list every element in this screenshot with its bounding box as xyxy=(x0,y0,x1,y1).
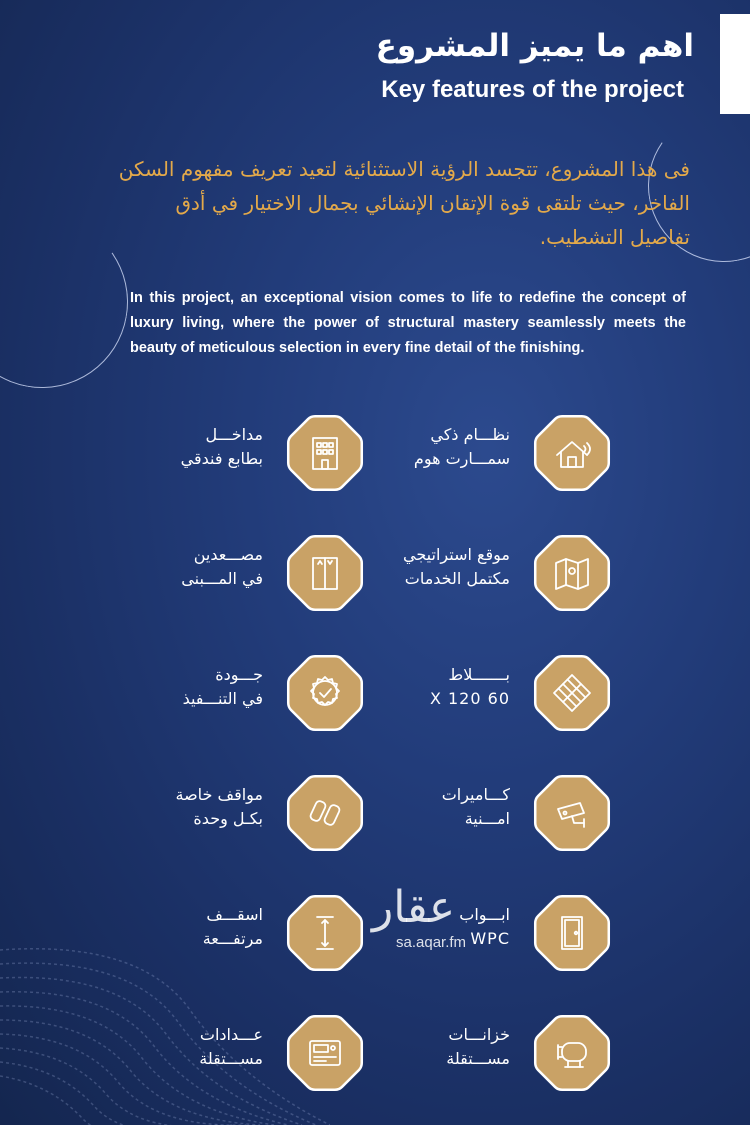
page-header xyxy=(356,14,750,114)
smart-home-icon xyxy=(532,413,612,493)
feature-label-line1: جـــودة xyxy=(215,665,263,684)
feature-label-line2: مســـتقلة xyxy=(446,1049,510,1068)
door-icon xyxy=(532,893,612,973)
page-title-arabic: اهم ما يميز المشروع xyxy=(375,28,694,64)
feature-label-line2: بكـل وحدة xyxy=(193,809,263,828)
feature-label-line1: خزانـــات xyxy=(448,1025,510,1044)
water-tank-icon xyxy=(532,1013,612,1093)
tiles-icon xyxy=(532,653,612,733)
feature-label-line2: 60 X 120 xyxy=(429,689,510,708)
feature-label-line1: كـــاميرات xyxy=(441,785,510,804)
feature-label xyxy=(113,783,263,831)
parking-cars-icon xyxy=(285,773,365,853)
feature-label-line2: امـــنية xyxy=(464,809,510,828)
watermark xyxy=(372,882,512,962)
quality-badge-icon xyxy=(285,653,365,733)
elevator-icon xyxy=(285,533,365,613)
feature-label xyxy=(360,543,510,591)
feature-item xyxy=(362,413,612,493)
feature-label-line2: بطابع فندقي xyxy=(180,449,263,468)
intro-arabic: فى هذا المشروع، تتجسد الرؤية الاستثنائية لتعيد تعريف مفهوم السكن الفاخر، حيث تلتقى قوة الإتقان الإنشائي بجمال الاختيار في أدق تفاصيل التشطيب. xyxy=(118,157,690,249)
feature-label-line1: عـــدادات xyxy=(199,1025,263,1044)
feature-label-line1: مصـــعدين xyxy=(193,545,263,564)
title-accent-bar xyxy=(720,14,750,114)
feature-item xyxy=(115,413,365,493)
feature-label-line1: نظـــام ذكي xyxy=(430,425,510,444)
feature-label-line2: مســـتقلة xyxy=(199,1049,263,1068)
feature-item xyxy=(115,533,365,613)
feature-label xyxy=(360,1023,510,1071)
feature-item xyxy=(115,773,365,853)
feature-label-line2: في المـــبنى xyxy=(181,569,263,588)
feature-item xyxy=(362,773,612,853)
watermark-logo: عقار xyxy=(372,882,456,933)
feature-item xyxy=(115,653,365,733)
feature-label-line2: مرتفـــعة xyxy=(202,929,263,948)
feature-label-line1: ابـــواب xyxy=(459,905,510,924)
page-title-english: Key features of the project xyxy=(381,76,684,103)
security-camera-icon xyxy=(532,773,612,853)
feature-label-line1: مواقف خاصة xyxy=(175,785,263,804)
feature-item xyxy=(362,653,612,733)
feature-label xyxy=(113,663,263,711)
feature-label xyxy=(360,783,510,831)
feature-item xyxy=(362,1013,612,1093)
feature-label-line2: سمـــارت هوم xyxy=(413,449,510,468)
feature-label-line1: موقع استراتيجي xyxy=(403,545,510,564)
feature-label xyxy=(113,543,263,591)
map-location-icon xyxy=(532,533,612,613)
feature-label-line1: بـــــــلاط xyxy=(448,665,510,684)
hotel-building-icon xyxy=(285,413,365,493)
watermark-url: sa.aqar.fm xyxy=(396,934,467,951)
feature-item xyxy=(362,533,612,613)
intro-english: In this project, an exceptional vision comes to life to redefine the concept of luxury living, where the power of structural mastery seamlessly meets the beauty of meticulous selection in every fine detail of the finishing. xyxy=(130,290,686,356)
feature-label-line2: مكتمل الخدمات xyxy=(404,569,510,588)
feature-label xyxy=(360,423,510,471)
feature-label-line2: في التنـــفيذ xyxy=(182,689,263,708)
feature-label xyxy=(360,663,510,711)
feature-label-line1: مداخـــل xyxy=(205,425,263,444)
wave-decoration xyxy=(0,930,330,1125)
feature-label-line2: WPC xyxy=(470,929,510,948)
feature-label-line1: اسقـــف xyxy=(206,905,263,924)
feature-label xyxy=(113,423,263,471)
